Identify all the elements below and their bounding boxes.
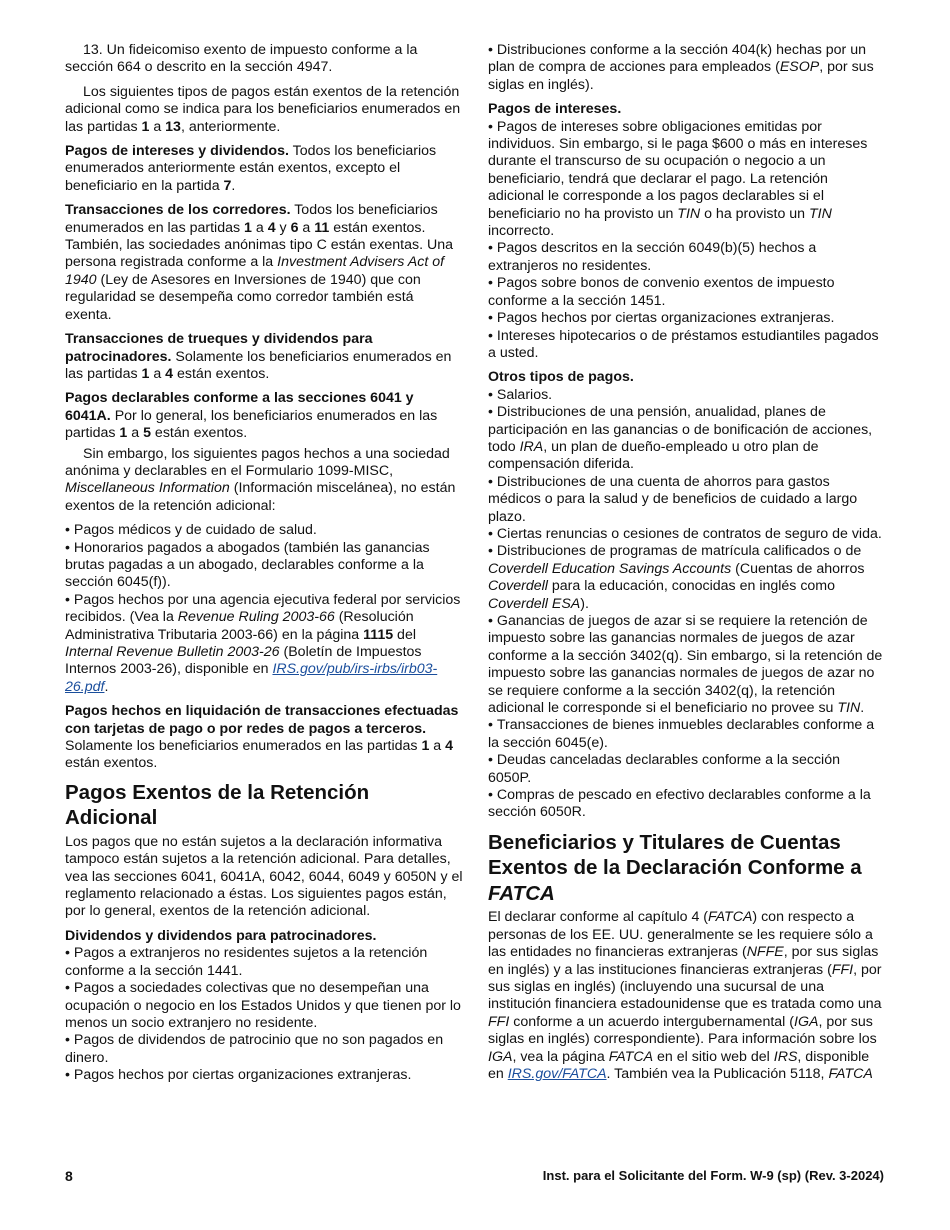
list-item: • Transacciones de bienes inmuebles declarables conforme a la sección 6045(e).	[488, 717, 886, 752]
broker-section: Transacciones de los corredores. Todos los beneficiarios enumerados en las partidas 1 a 4 y 6 a 11 están exentos. También, las sociedades anónimas tipo C están exentas. Una persona registrada conforme a la Investment Advisers Act of 1940 (Ley de Asesores en Inversiones de 1940) que con regularidad se desempeña como corredor también está exenta.	[65, 202, 454, 323]
section-heading: Transacciones de trueques y dividendos para patrocinadores.	[65, 331, 373, 365]
footer-title: Inst. para el Solicitante del Form. W-9 (sp) (Rev. 3-2024)	[542, 1168, 884, 1183]
fatca-link[interactable]: IRS.gov/FATCA	[507, 1066, 607, 1083]
exempt-payments-heading: Pagos Exentos de la Retención Adicional	[65, 780, 370, 830]
section-heading: Pagos declarables conforme a las secciones 6041 y 6041A.	[65, 390, 414, 424]
list-item: • Pagos sobre bonos de convenio exentos de impuesto conforme a la sección 1451.	[488, 275, 886, 310]
irb-link[interactable]: IRS.gov/pub/irs-irbs/irb03-26.pdf	[65, 661, 438, 695]
section-heading: Otros tipos de pagos.	[488, 369, 634, 386]
list-item: • Distribuciones conforme a la sección 404(k) hechas por un plan de compra de acciones para empleados (ESOP, por sus siglas en inglés).	[488, 42, 886, 94]
list-item: • Intereses hipotecarios o de préstamos estudiantiles pagados a usted.	[488, 328, 886, 363]
list-item: • Distribuciones de una pensión, anualidad, planes de participación en las ganancias o de bonificación de acciones, todo IRA, un plan de dueño-empleado u otro plan de compensación diferida.	[488, 404, 886, 474]
list-item: • Pagos descritos en la sección 6049(b)(5) hechos a extranjeros no residentes.	[488, 240, 886, 275]
list-item: • Compras de pescado en efectivo declarables conforme a la sección 6050R.	[488, 787, 886, 822]
list-item: • Ganancias de juegos de azar si se requiere la retención de impuesto sobre las ganancias normales de juegos de azar conforme a la sección 3402(q). Sin embargo, si la retención de impuesto sobre las ganancias normales de juegos de azar no se requiere conforme a la sección 3402(q), la retención adicional le corresponde si el beneficiario no provee su TIN.	[488, 613, 886, 717]
list-item: • Distribuciones de una cuenta de ahorros para gastos médicos o para la salud y de beneficios de cuidado a largo plazo.	[488, 474, 886, 526]
list-item: • Pagos hechos por ciertas organizaciones extranjeras.	[488, 310, 886, 327]
section-heading: Pagos hechos en liquidación de transacciones efectuadas con tarjetas de pago o por redes de pagos a terceros.	[65, 703, 459, 737]
interest-dividends-section: Pagos de intereses y dividendos. Todos los beneficiarios enumerados anteriormente están exentos, excepto el beneficiario en la partida 7.	[65, 143, 437, 194]
fatca-heading: Beneficiarios y Titulares de Cuentas Exentos de la Declaración Conforme a FATCA	[488, 830, 862, 905]
section-heading: Pagos de intereses y dividendos.	[65, 143, 289, 160]
list-item: • Honorarios pagados a abogados (también las ganancias brutas pagadas a un abogado, declarables conforme a la sección 6045(f)).	[65, 540, 463, 592]
page-number: 8	[65, 1168, 73, 1184]
exempt-payments-paragraph: Los pagos que no están sujetos a la declaración informativa tampoco están sujetos a la retención adicional. Para detalles, vea las secciones 6041, 6041A, 6042, 6044, 6049 y 6050N y el reglamento relacionado a éstas. Los siguientes pagos están, por lo general, exentos de la retención adicional.	[65, 833, 463, 920]
list-item: • Deudas canceladas declarables conforme a la sección 6050P.	[488, 752, 886, 787]
item-13: 13. Un fideicomiso exento de impuesto conforme a la sección 664 o descrito en la sección 4947.	[65, 42, 418, 76]
section-heading: Pagos de intereses.	[488, 101, 622, 118]
list-item: • Pagos de intereses sobre obligaciones emitidas por individuos. Sin embargo, si le paga $600 o más en intereses durante el transcurso de su ocupación o negocio a un beneficiario, tendrá que declarar el pago. La retención adicional le corresponde a los pagos declarables si el beneficiario no ha provisto un TIN o ha provisto un TIN incorrecto.	[488, 119, 886, 241]
list-item: • Pagos a sociedades colectivas que no desempeñan una ocupación o negocio en los Estados Unidos y que tienen por lo menos un socio extranjero no residente.	[65, 980, 463, 1032]
section-heading: Transacciones de los corredores.	[65, 202, 291, 219]
list-item: • Pagos hechos por ciertas organizaciones extranjeras.	[65, 1067, 463, 1084]
barter-section: Transacciones de trueques y dividendos para patrocinadores. Solamente los beneficiarios enumerados en las partidas 1 a 4 están exentos.	[65, 331, 452, 382]
list-item: • Pagos de dividendos de patrocinio que no son pagados en dinero.	[65, 1032, 463, 1067]
list-item: • Distribuciones de programas de matrícula calificados o de Coverdell Education Savings Accounts (Cuentas de ahorros Coverdell para la educación, conocidas en inglés como Coverdell ESA).	[488, 543, 886, 613]
left-column	[65, 42, 463, 1085]
list-item: • Ciertas renuncias o cesiones de contratos de seguro de vida.	[488, 526, 886, 543]
list-item: • Salarios.	[488, 387, 886, 404]
fatca-paragraph: El declarar conforme al capítulo 4 (FATCA) con respecto a personas de los EE. UU. generalmente se les requiere sólo a las entidades no financieras extranjeras (NFFE, por sus siglas en inglés) y a las instituciones financieras extranjeras (FFI, por sus siglas en inglés) (incluyendo una sucursal de una institución financiera estadounidense que es tratada como una FFI conforme a un acuerdo intergubernamental (IGA, por sus siglas en inglés) correspondiente). Para información sobre los IGA, vea la página FATCA en el sitio web del IRS, disponible en IRS.gov/FATCA. También vea la Publicación 5118, FATCA	[488, 909, 882, 1083]
right-column	[488, 42, 886, 1090]
payment-card-section: Pagos hechos en liquidación de transacciones efectuadas con tarjetas de pago o por redes de pagos a terceros. Solamente los beneficiarios enumerados en las partidas 1 a 4 están exentos.	[65, 703, 459, 772]
section-heading: Dividendos y dividendos para patrocinadores.	[65, 927, 377, 944]
6041-section: Pagos declarables conforme a las secciones 6041 y 6041A. Por lo general, los beneficiarios enumerados en las partidas 1 a 5 están exentos.	[65, 390, 438, 442]
list-item: • Pagos a extranjeros no residentes sujetos a la retención conforme a la sección 1441.	[65, 945, 463, 980]
6041-paragraph: Sin embargo, los siguientes pagos hechos a una sociedad anónima y declarables en el Formulario 1099-MISC, Miscellaneous Information (Información miscelánea), no están exentos de la retención adicional:	[65, 445, 456, 514]
list-item: • Pagos médicos y de cuidado de salud.	[65, 522, 463, 539]
exempt-intro: Los siguientes tipos de pagos están exentos de la retención adicional como se indica para los beneficiarios enumerados en las partidas 1 a 13, anteriormente.	[65, 83, 461, 135]
list-item: • Pagos hechos por una agencia ejecutiva federal por servicios recibidos. (Vea la Revenue Ruling 2003-66 (Resolución Administrativa Tributaria 2003-66) en la página 1115 del Internal Revenue Bulletin 2003-26 (Boletín de Impuestos Internos 2003-26), disponible en IRS.gov/pub/irs-irbs/irb03-26.pdf.	[65, 592, 463, 696]
